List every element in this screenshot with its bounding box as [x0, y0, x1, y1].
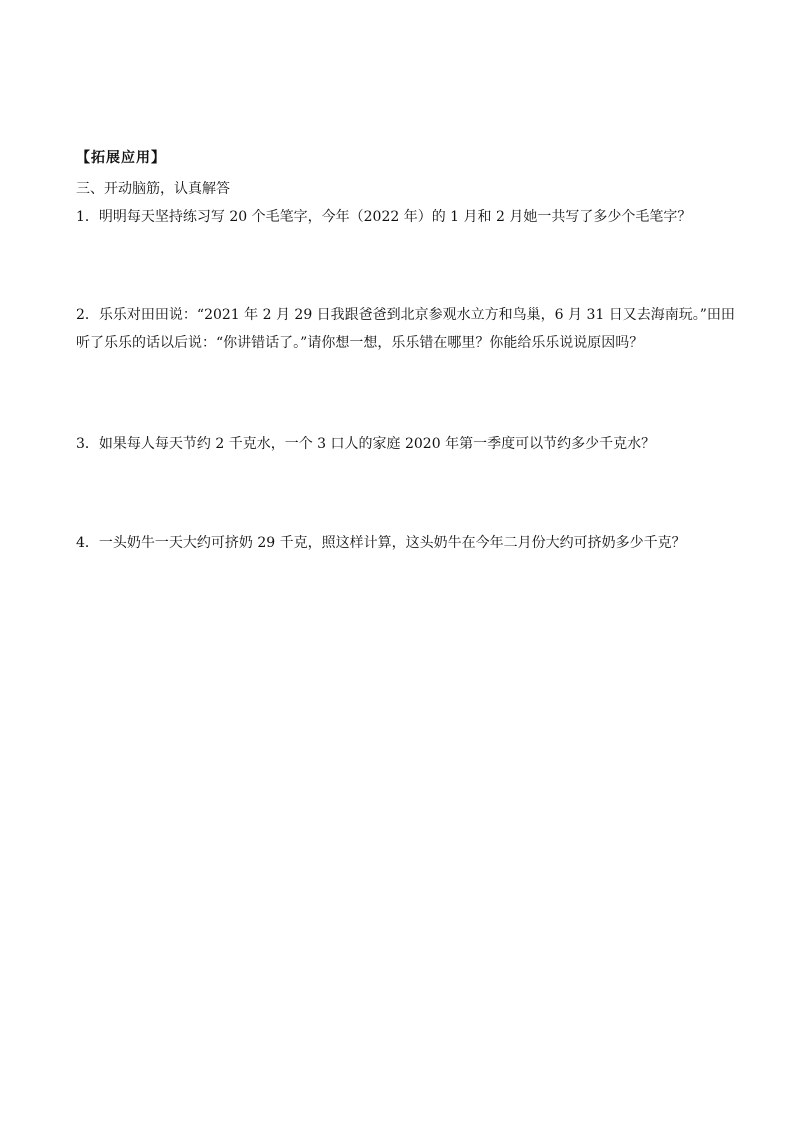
question-2-line-2: 听了乐乐的话以后说：“你讲错话了。”请你想一想，乐乐错在哪里？你能给乐乐说说原因吗？: [76, 335, 644, 351]
question-4-text: 一头奶牛一天大约可挤奶 29 千克，照这样计算，这头奶牛在今年二月份大约可挤奶多少千克？: [98, 535, 686, 551]
question-3-number: 3．: [76, 436, 99, 452]
question-3: [76, 430, 726, 458]
question-1: [76, 203, 726, 231]
question-1-number: 1．: [76, 209, 99, 225]
section-heading: 【拓展应用】: [76, 150, 166, 166]
question-3-text: 如果每人每天节约 2 千克水，一个 3 口人的家庭 2020 年第一季度可以节约多少千克水？: [98, 436, 656, 452]
section-subheading: 三、开动脑筋，认真解答: [76, 181, 230, 197]
question-3-line-1: [76, 430, 726, 458]
question-2-line-1: [76, 301, 735, 329]
question-4: [76, 529, 726, 557]
question-4-line-1: [76, 529, 726, 557]
question-2-number: 2．: [76, 307, 99, 323]
question-1-text: 明明每天坚持练习写 20 个毛笔字，今年（2022 年）的 1 月和 2 月她一共写了多少个毛笔字？: [98, 209, 692, 225]
question-1-line-1: [76, 203, 726, 231]
question-2: [76, 301, 735, 357]
question-4-number: 4．: [76, 535, 99, 551]
question-2-text-line-1: 乐乐对田田说：“2021 年 2 月 29 日我跟爸爸到北京参观水立方和鸟巢，6 月 31 日又去海南玩。”田田: [98, 307, 735, 323]
